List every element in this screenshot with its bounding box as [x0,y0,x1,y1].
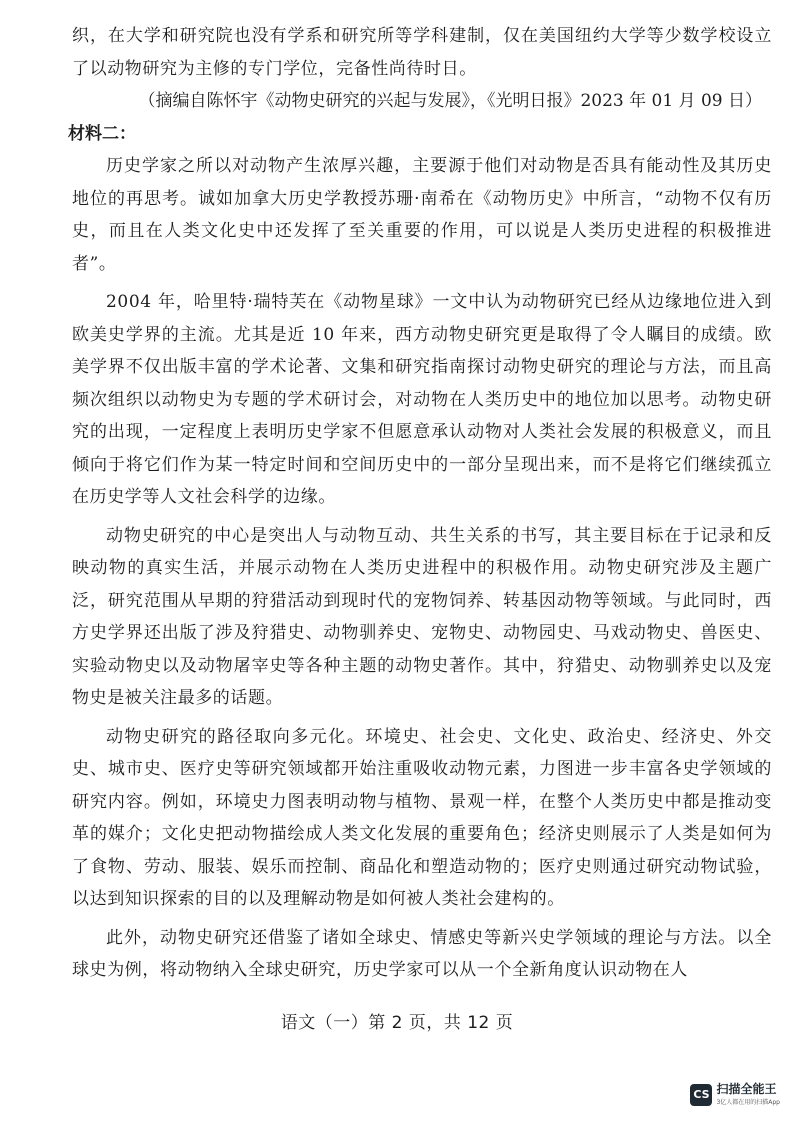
page-footer: 语文（一）第 2 页，共 12 页 [280,1013,514,1033]
watermark-text [716,1082,780,1107]
paragraph-center: 动物史研究的中心是突出人与动物互动、共生关系的书写，其主要目标在于记录和反映动物的真实生活，并展示动物在人类历史进程中的积极作用。动物史研究涉及主题广泛，研究范围从早期的狩猎活动到现时代的宠物饲养、转基因动物等领域。与此同时，西方史学界还出版了涉及狩猎史、动物驯养史、宠物史、动物园史、马戏动物史、兽医史、实验动物史以及动物屠宰史等各种主题的动物史著作。其中，狩猎史、动物驯养史以及宠物史是被关注最多的话题。 [72,525,772,708]
paragraph-continued: 织，在大学和研究院也没有学系和研究所等学科建制，仅在美国纽约大学等少数学校设立了以动物研究为主修的专门学位，完备性尚待时日。 [72,26,772,79]
paragraph-paths: 动物史研究的路径取向多元化。环境史、社会史、文化史、政治史、经济史、外交史、城市史、医疗史等研究领域都开始注重吸收动物元素，力图进一步丰富各史学领域的研究内容。例如，环境史力图表明动物与植物、景观一样，在整个人类历史中都是推动变革的媒介；文化史把动物描绘成人类文化发展的重要角色；经济史则展示了人类是如何为了食物、劳动、服装、娱乐而控制、商品化和塑造动物的；医疗史则通过研究动物试验，以达到知识探索的目的以及理解动物是如何被人类社会建构的。 [72,726,772,909]
paragraph-2004: 2004 年，哈里特·瑞特芙在《动物星球》一文中认为动物研究已经从边缘地位进入到欧美史学界的主流。尤其是近 10 年来，西方动物史研究更是取得了令人瞩目的成绩。欧美学界不仅出版丰富的学术论著、文集和研究指南探讨动物史研究的理论与方法，而且高频次组织以动物史为专题的学术研讨会，对动物在人类历史中的地位加以思考。动物史研究的出现，一定程度上表明历史学家不但愿意承认动物对人类社会发展的积极意义，而且倾向于将它们作为某一特定时间和空间历史中的一部分呈现出来，而不是将它们继续孤立在历史学等人文社会科学的边缘。 [72,292,772,507]
scanner-watermark [690,1082,780,1107]
paragraph-interest: 历史学家之所以对动物产生浓厚兴趣，主要源于他们对动物是否具有能动性及其历史地位的再思考。诚如加拿大历史学教授苏珊·南希在《动物历史》中所言，“动物不仅有历史，而且在人类文化史中还发挥了至关重要的作用，可以说是人类历史进程的积极推进者”。 [72,156,772,274]
document-body [68,20,772,987]
watermark-tagline: 3亿人都在用的扫描App [716,1099,780,1106]
watermark-name: 扫描全能王 [716,1082,777,1096]
section-title-material-two: 材料二： [68,123,136,144]
paragraph-global: 此外，动物史研究还借鉴了诸如全球史、情感史等新兴史学领域的理论与方法。以全球史为例，将动物纳入全球史研究，历史学家可以从一个全新角度认识动物在人 [72,927,772,980]
camscanner-logo-icon: CS [690,1084,712,1106]
source-citation: （摘编自陈怀宇《动物史研究的兴起与发展》，《光明日报》2023 年 01 月 09 日） [138,91,762,111]
